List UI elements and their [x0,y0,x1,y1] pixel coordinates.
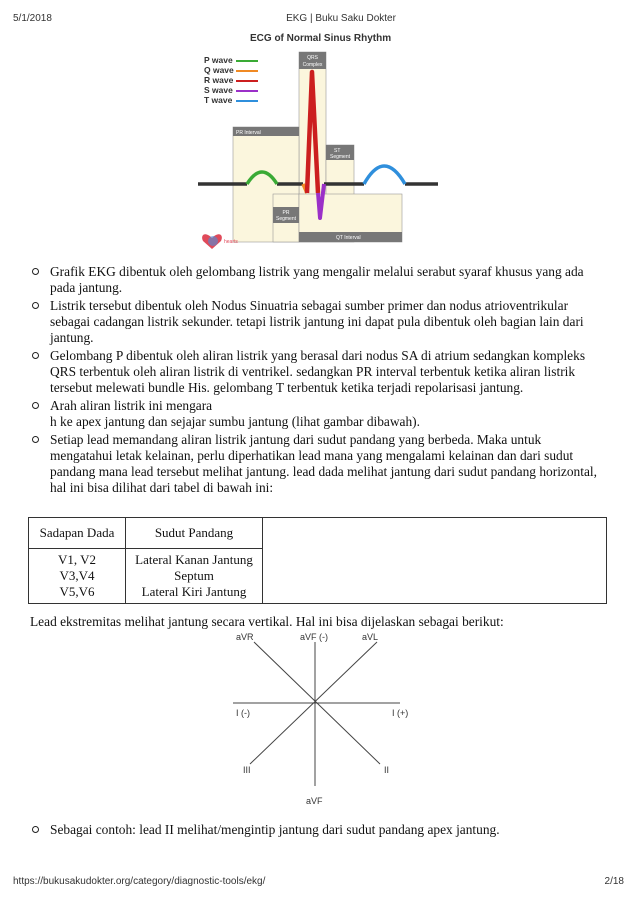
ecg-title: ECG of Normal Sinus Rhythm [250,33,392,44]
label-i-neg: I (-) [236,708,250,718]
pr-interval-label: PR Interval [236,130,261,136]
list-item: Arah aliran listrik ini mengara h ke apex jantung dan sejajar sumbu jantung (lihat gambar dibawah). [30,398,600,430]
st-label-2: Segment [330,154,351,160]
list-item: Grafik EKG dibentuk oleh gelombang listrik yang mengalir melalui serabut syaraf khusus yang ada pada jantung. [30,264,600,296]
label-avf: aVF [306,796,323,806]
list-item: Listrik tersebut dibentuk oleh Nodus Sinuatria sebagai sumber primer dan nodus atrioventrikular sebagai cadangan listrik sekunder. tetapi listrik jantung ini dapat pula dibentuk oleh bagian lain dari jantung. [30,298,600,346]
bullet-circle-icon [32,302,39,309]
footer-url: https://bukusakudokter.org/category/diagnostic-tools/ekg/ [13,876,266,887]
bullet-list-top [30,264,600,498]
legend-t-wave: T wave [204,95,233,105]
list-item: Gelombang P dibentuk oleh aliran listrik yang berasal dari nodus SA di atrium sedangkan kompleks QRS terbentuk oleh aliran listrik di ventrikel. sedangkan PR interval terbentuk ketika aliran listrik tersebut melewati bundle His. gelombang T terbentuk ketika terjadi repolarisasi jantung. [30,348,600,396]
header-title: EKG | Buku Saku Dokter [286,13,396,24]
legend-s-wave: S wave [204,85,233,95]
ecg-normal-sinus-rhythm-figure [0,22,638,282]
bullet-circle-icon [32,826,39,833]
pr-seg-label-1: PR [282,210,290,216]
logo-circle-icon [208,236,218,246]
label-avr: aVR [236,632,254,642]
label-ii: II [384,765,390,775]
ecg-t-wave [364,166,405,184]
table-cell-leads: V1, V2 V3,V4 V5,V6 [29,549,126,604]
limb-lead-axis-figure [0,628,638,808]
qt-interval-label: QT Interval [336,235,361,241]
table-header: Sadapan Dada [29,518,126,549]
label-i-pos: I (+) [392,708,409,718]
bullet-circle-icon [32,268,39,275]
pr-seg-label-2: Segment [275,216,297,222]
footer-page: 2/18 [604,876,624,887]
label-iii: III [243,765,251,775]
table-header-row [29,518,607,549]
bullet-circle-icon [32,352,39,359]
qrs-label-1: QRS [307,55,318,61]
list-item: Setiap lead memandang aliran listrik jantung dari sudut pandang yang berbeda. Maka untuk mengatahui letak kelainan, perlu diperhatikan lead mana yang mengalami kelainan dan dari sudut pandang mana lead tersebut melihat jantung. lead dada melihat jantung dari sudut pandang horizontal, hal ini bisa dilihat dari tabel di bawah ini: [30,432,600,496]
label-avl: aVL [362,632,379,642]
legend-p-wave: P wave [204,55,233,65]
table-cell-views: Lateral Kanan Jantung Septum Lateral Kiri Jantung [126,549,263,604]
st-label-1: ST [334,148,341,154]
legend-r-wave: R wave [204,75,234,85]
lead-table [28,517,607,604]
legend-q-wave: Q wave [204,65,234,75]
qrs-label-2: Complex [302,62,323,68]
label-avf-neg: aVF (-) [300,632,328,642]
table-header: Sudut Pandang [126,518,263,549]
list-item: Sebagai contoh: lead II melihat/mengintip jantung dari sudut pandang apex jantung. [30,822,600,838]
bullet-circle-icon [32,402,39,409]
logo-text: hearts [224,239,238,245]
header-date: 5/1/2018 [13,13,52,24]
ecg-legend [204,55,258,105]
bullet-list-bottom [30,822,600,840]
table-empty-cell [263,518,607,604]
paragraph-leads: Lead ekstremitas melihat jantung secara vertikal. Hal ini bisa dijelaskan sebagai berikut: [30,614,504,629]
bullet-circle-icon [32,436,39,443]
